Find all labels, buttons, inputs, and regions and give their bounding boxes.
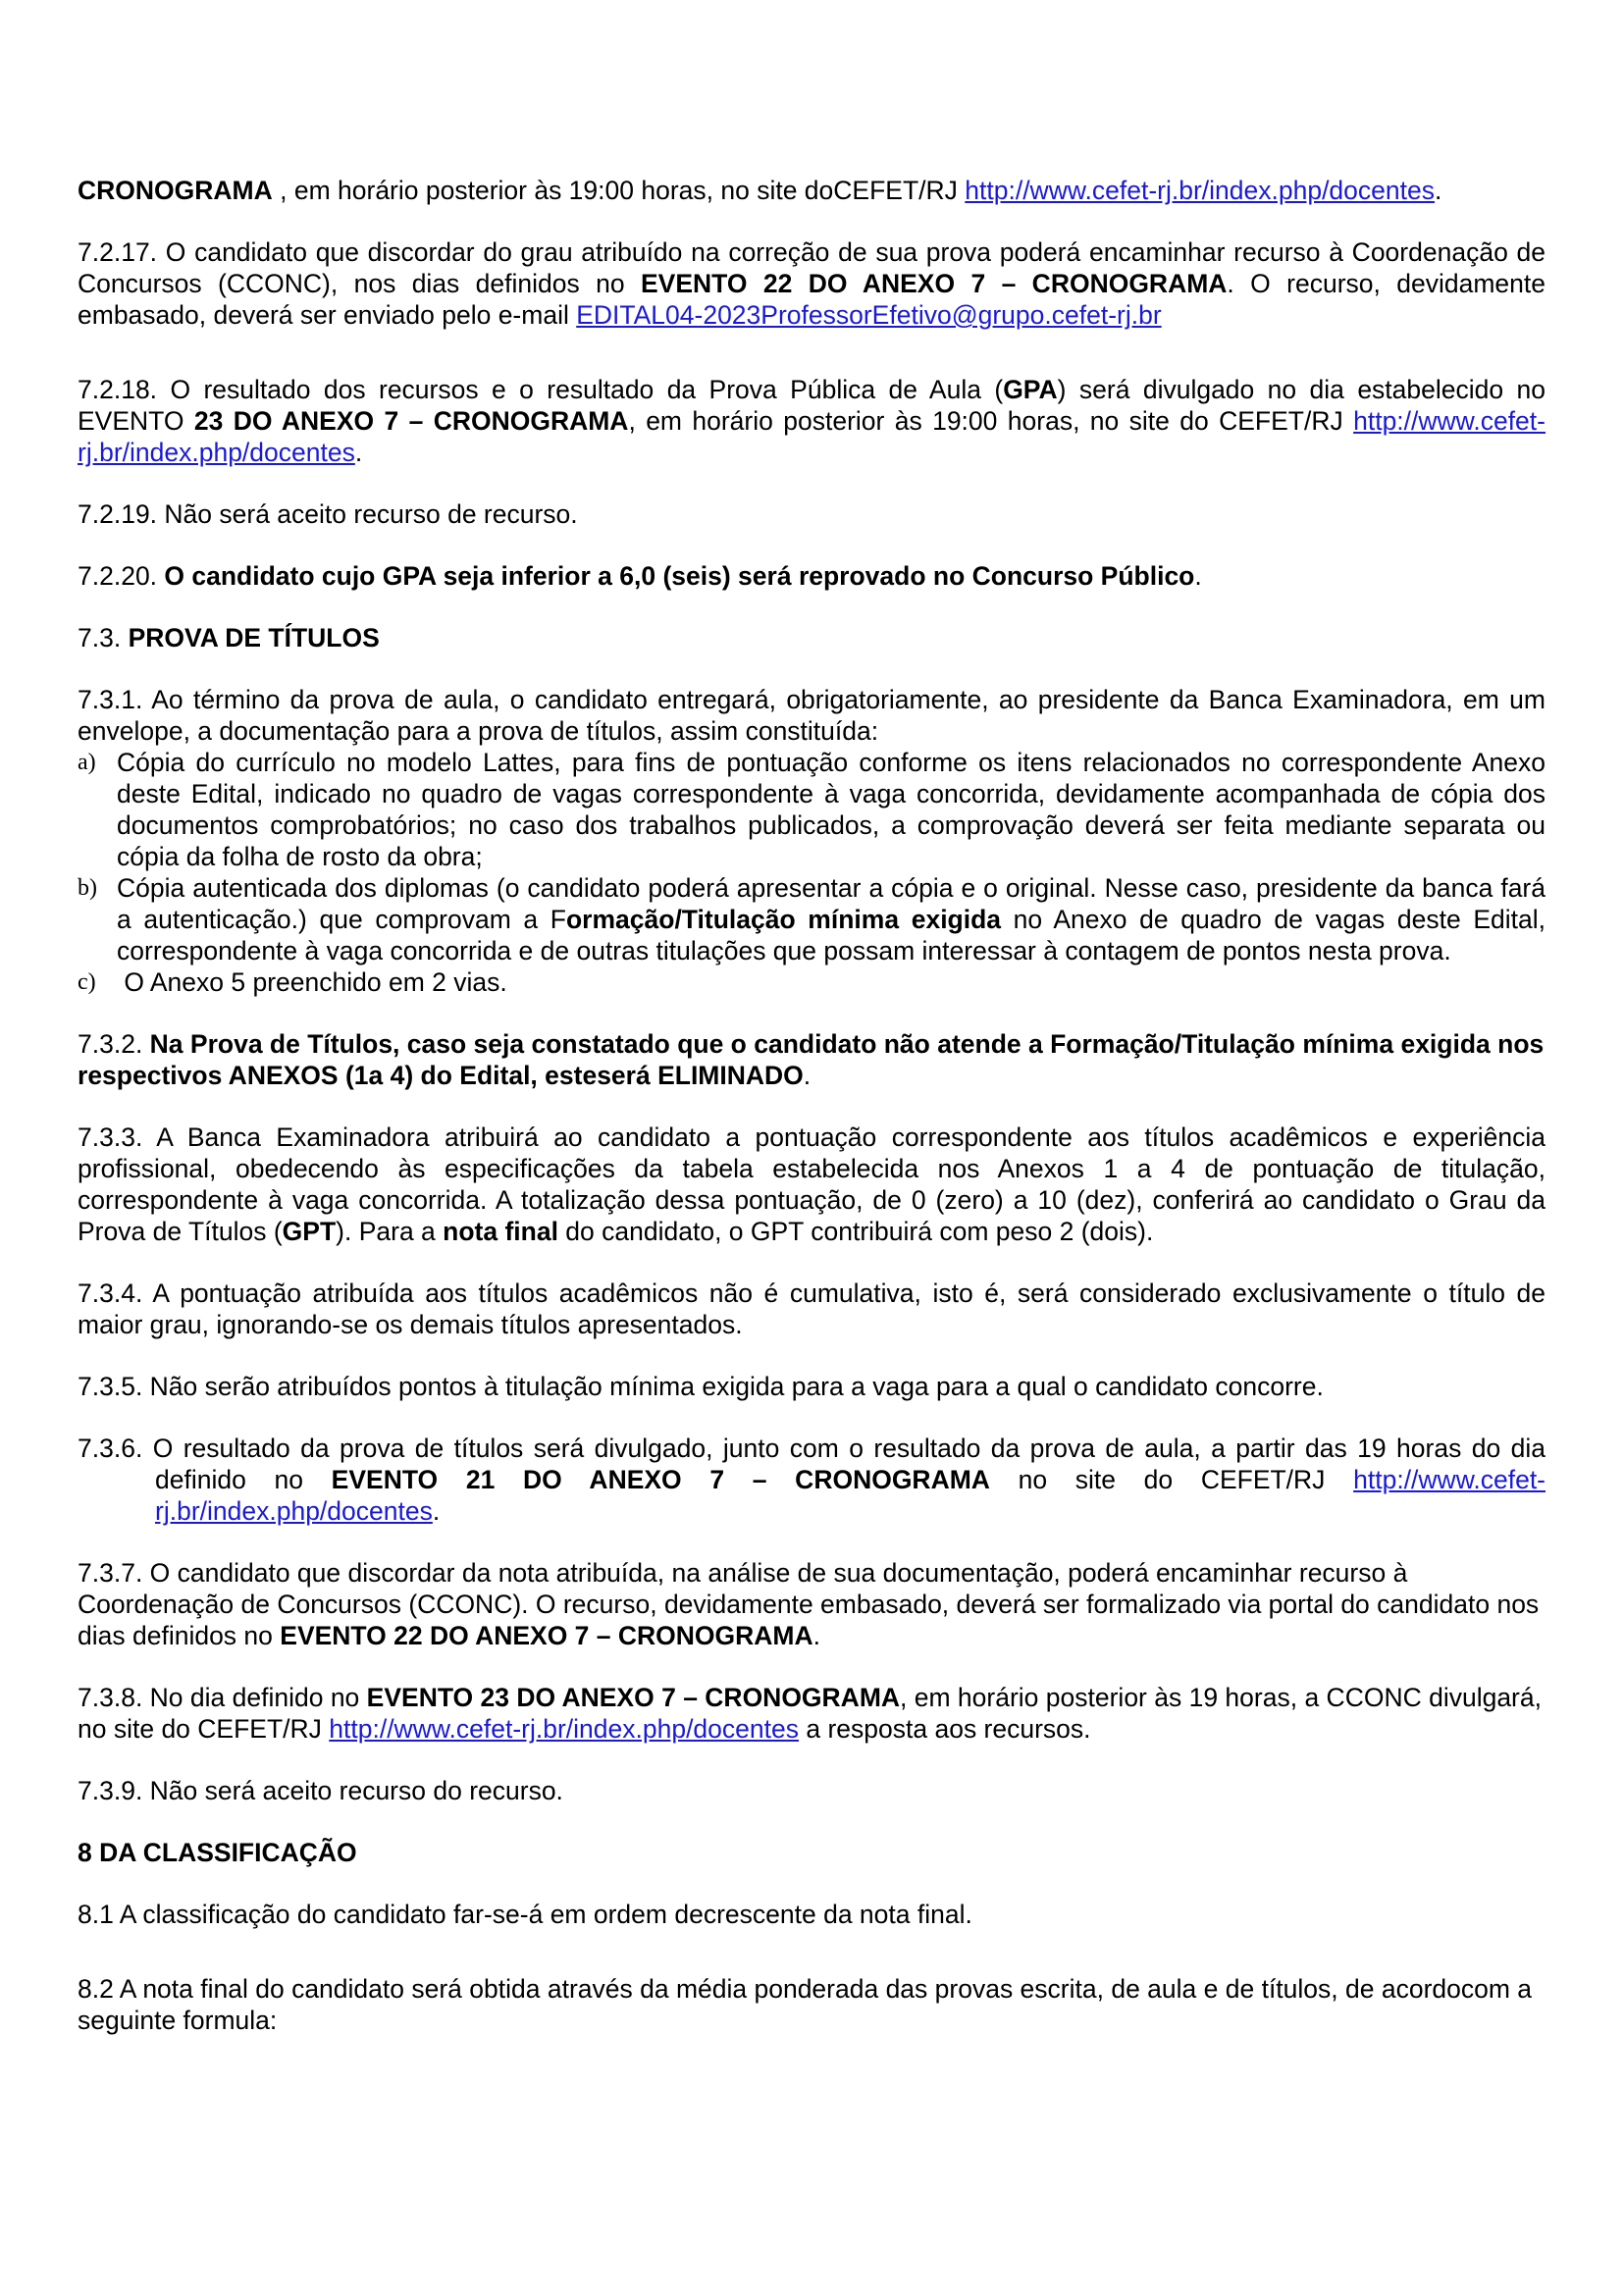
text: , em horário posterior às 19 horas, a CCONC divulgará, no site do CEFET/RJ [78, 1683, 1542, 1744]
paragraph-7-3-7 [78, 1557, 1545, 1651]
text: . [1435, 176, 1442, 205]
paragraph-7-3-6 [78, 1433, 1545, 1527]
bold-text: CRONOGRAMA [78, 176, 273, 205]
text: 7.3. [78, 623, 129, 652]
list-item-c [78, 966, 1545, 998]
text: 7.3.6. O resultado da prova de títulos será divulgado, junto com o resultado da prova de aula, a partir das 19 horas do dia definido no [78, 1434, 1545, 1494]
paragraph-7-2-18 [78, 374, 1545, 468]
paragraph-7-3-3 [78, 1121, 1545, 1247]
docentes-link[interactable]: http://www.cefet-rj.br/index.php/docentes [78, 406, 1545, 467]
list-item-b [78, 872, 1545, 966]
text: ). Para a [336, 1217, 444, 1246]
text: . [354, 438, 363, 467]
text: do candidato, o GPT contribuirá com peso 2 (dois). [557, 1217, 1154, 1246]
text: 7.3.8. No dia definido no [78, 1683, 367, 1712]
heading-7-3 [78, 622, 1545, 653]
text: . [803, 1061, 812, 1090]
list-text: Cópia do currículo no modelo Lattes, para fins de pontuação conforme os itens relacionados no correspondente Anexo deste Edital, indicado no quadro de vagas correspondente à vaga concorrida, devidamente acompanhada de cópia dos documentos comprobatórios; no caso dos trabalhos publicados, a comprovação deverá ser feita mediante separata ou cópia da folha de rosto da obra; [117, 748, 1545, 871]
section-heading: PROVA DE TÍTULOS [128, 623, 380, 652]
list-label: a) [78, 750, 96, 775]
text: Cópia autenticada dos diplomas (o candidato poderá apresentar a cópia e o original. Nesse caso, presidente da banca fará a autenticação.) que comprovam a F [117, 873, 1545, 934]
bold-text: GPA [1003, 375, 1058, 404]
text: , em horário posterior às 19:00 horas, no site do CEFET/RJ [628, 406, 1354, 436]
paragraph-7-3-4: 7.3.4. A pontuação atribuída aos títulos acadêmicos não é cumulativa, isto é, será considerado exclusivamente o título de maior grau, ignorando-se os demais títulos apresentados. [78, 1278, 1545, 1339]
bold-text: 23 DO ANEXO 7 – CRONOGRAMA [193, 406, 629, 436]
bold-text: Na Prova de Títulos, caso seja constatado que o candidato não atende a Formação/Titulação mínima exigida nos respectivos ANEXOS (1a 4) do Edital, esteserá ELIMINADO [78, 1029, 1545, 1090]
bold-text: GPT [282, 1217, 337, 1246]
bold-text: EVENTO 22 DO ANEXO 7 – CRONOGRAMA [280, 1621, 813, 1650]
bold-text: ormação/Titulação mínima exigida [565, 905, 1002, 934]
text: 7.3.3. A Banca Examinadora atribuirá ao candidato a pontuação correspondente aos títulos acadêmicos e experiência profissional, obedecendo às especificações da tabela estabelecida nos Anexos 1 a 4 de pontuação de titulação, correspondente à vaga concorrida. A totalização dessa pontuação, de 0 (zero) a 10 (dez), conferirá ao candidato o Grau da Prova de Títulos ( [78, 1122, 1545, 1246]
docentes-link[interactable]: http://www.cefet-rj.br/index.php/docentes [155, 1465, 1546, 1526]
paragraph-7-2-20 [78, 560, 1545, 592]
text: ) será divulgado no dia estabelecido no EVENTO [78, 375, 1545, 436]
list-label: b) [78, 875, 97, 901]
bold-text: EVENTO 21 DO ANEXO 7 – CRONOGRAMA [331, 1465, 990, 1494]
text: , em horário posterior às 19:00 horas, no site doCEFET/RJ [272, 176, 966, 205]
bold-text: EVENTO 23 DO ANEXO 7 – CRONOGRAMA [366, 1683, 901, 1712]
text: 7.3.2. [78, 1029, 150, 1059]
text: 7.2.17. O candidato que discordar do grau atribuído na correção de sua prova poderá encaminhar recurso à Coordenação de Concursos (CCONC), nos dias definidos no [78, 237, 1545, 298]
paragraph-7-3-1-text: 7.3.1. Ao término da prova de aula, o candidato entregará, obrigatoriamente, ao presidente da Banca Examinadora, em um envelope, a documentação para a prova de títulos, assim constituída: [78, 685, 1545, 746]
text: no site do CEFET/RJ [989, 1465, 1354, 1494]
docentes-link[interactable]: http://www.cefet-rj.br/index.php/docentes [329, 1714, 799, 1744]
list-text: O Anexo 5 preenchido em 2 vias. [117, 967, 507, 997]
bold-text: nota final [443, 1217, 558, 1246]
list-item-a [78, 747, 1545, 872]
paragraph-7-3-9: 7.3.9. Não será aceito recurso do recurso. [78, 1776, 563, 1805]
email-link[interactable]: EDITAL04-2023ProfessorEfetivo@grupo.cefet-rj.br [576, 300, 1162, 330]
intro-paragraph [78, 175, 1545, 206]
paragraph-8-2: 8.2 A nota final do candidato será obtida através da média ponderada das provas escrita, de aula e de títulos, de acordocom a seguinte formula: [78, 1974, 1533, 2035]
paragraph-7-3-5: 7.3.5. Não serão atribuídos pontos à titulação mínima exigida para a vaga para a qual o candidato concorre. [78, 1372, 1324, 1401]
paragraph-7-2-19: 7.2.19. Não será aceito recurso de recurso. [78, 499, 578, 529]
bold-text: O candidato cujo GPA seja inferior a 6,0 (seis) será reprovado no Concurso Público [164, 561, 1195, 591]
document-body [78, 175, 1545, 2066]
section-heading-8: 8 DA CLASSIFICAÇÃO [78, 1838, 357, 1867]
text: . [812, 1621, 820, 1650]
text: no Anexo de quadro de vagas deste Edital, correspondente à vaga concorrida e de outras titulações que possam interessar à contagem de pontos nesta prova. [117, 905, 1545, 965]
list-text [117, 872, 1545, 966]
paragraph-7-3-1 [78, 684, 1545, 998]
text: . [432, 1496, 441, 1526]
text: . [1194, 561, 1202, 591]
text: a resposta aos recursos. [799, 1714, 1091, 1744]
text: 7.3.7. O candidato que discordar da nota atribuída, na análise de sua documentação, poderá encaminhar recurso à Coordenação de Concursos (CCONC). O recurso, devidamente embasado, deverá ser formalizado via portal do candidato nos dias definidos no [78, 1558, 1540, 1650]
paragraph-7-3-2 [78, 1028, 1545, 1091]
text: 7.2.20. [78, 561, 165, 591]
docentes-link[interactable]: http://www.cefet-rj.br/index.php/docentes [965, 176, 1435, 205]
text: 7.2.18. O resultado dos recursos e o resultado da Prova Pública de Aula ( [78, 375, 1004, 404]
paragraph-8-1: 8.1 A classificação do candidato far-se-á em ordem decrescente da nota final. [78, 1900, 972, 1929]
bold-text: EVENTO 22 DO ANEXO 7 – CRONOGRAMA [640, 269, 1228, 298]
list-label: c) [78, 969, 96, 995]
paragraph-7-3-8 [78, 1682, 1545, 1745]
text: . O recurso, devidamente embasado, deverá ser enviado pelo e-mail [78, 269, 1545, 330]
paragraph-7-2-17 [78, 236, 1545, 331]
